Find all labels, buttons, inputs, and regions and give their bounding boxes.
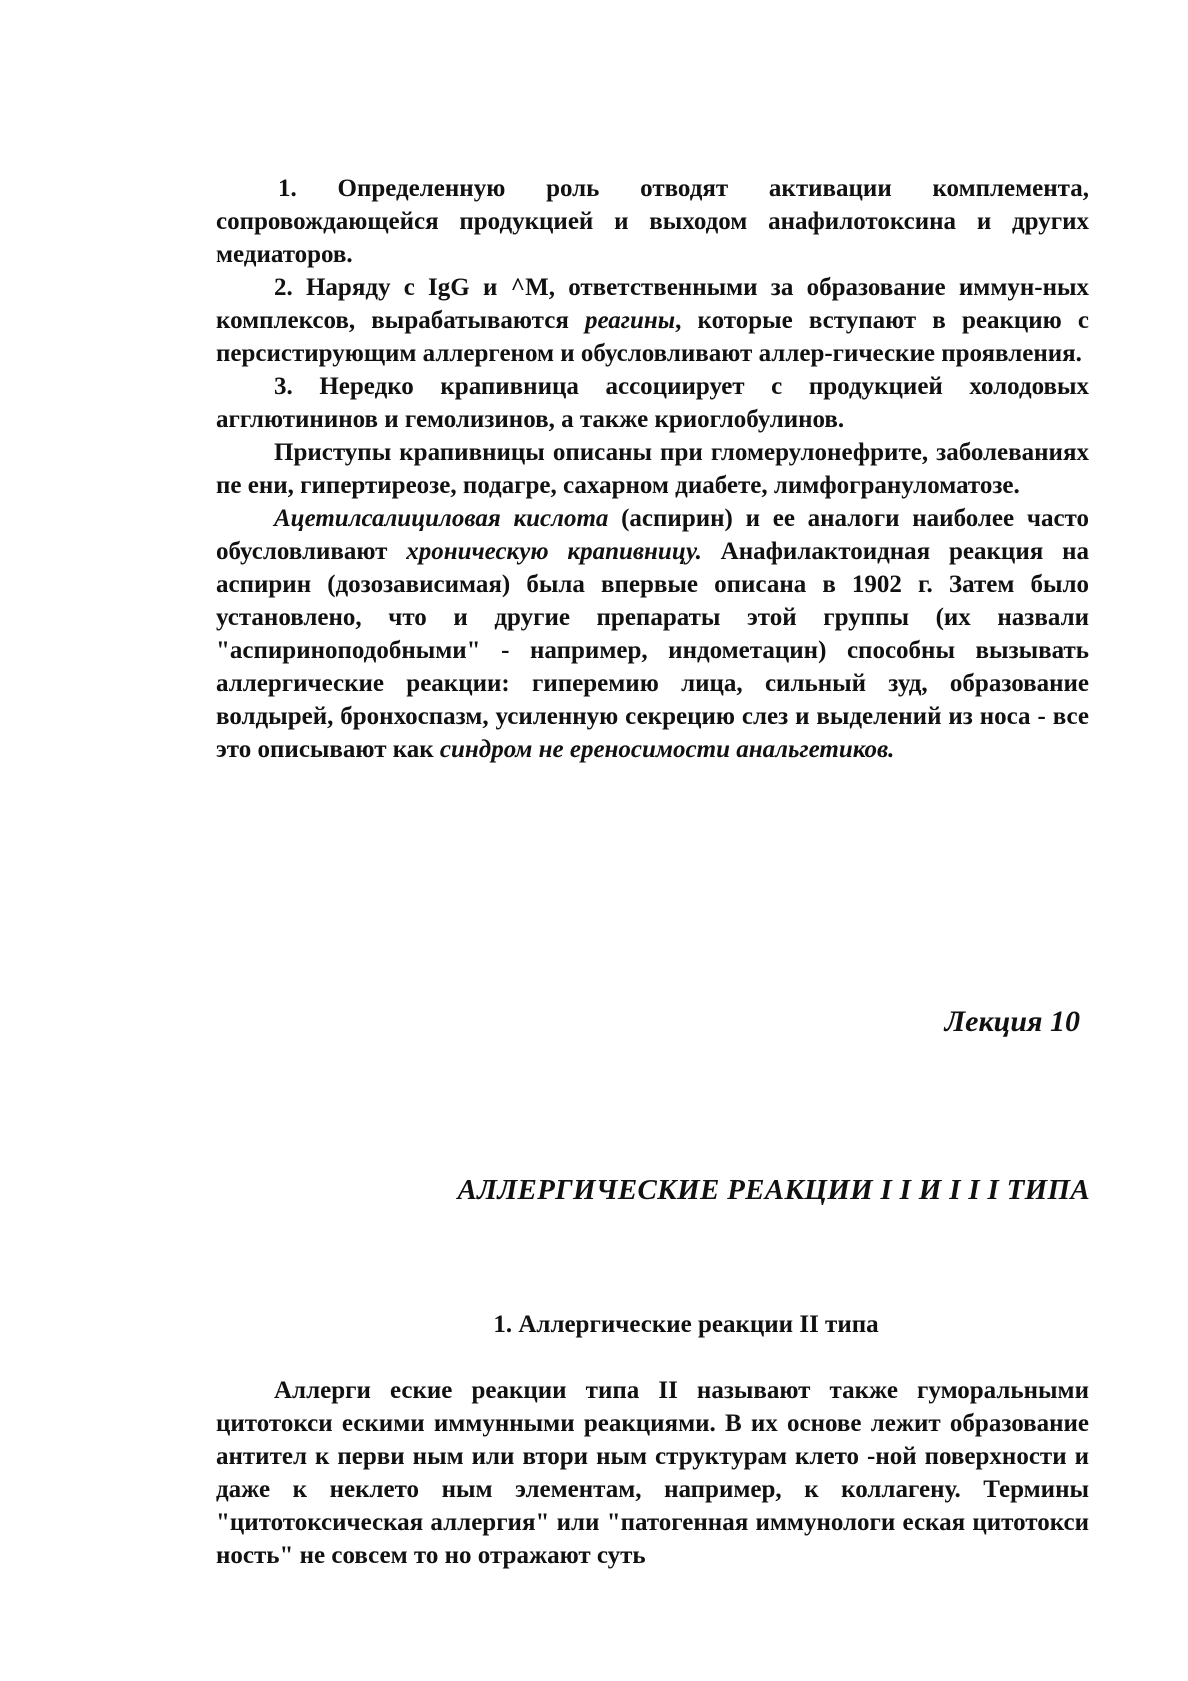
text-segment: (аспирин) и ее аналоги наиболее часто обусловливают <box>216 505 1089 565</box>
document-body <box>216 172 1089 766</box>
italic-term-analgesic-syndrome: синдром не ереносимости анальгетиков. <box>439 736 895 763</box>
text-segment: 2. Наряду с IgG и ^M, ответственными за образование иммун-ных комплексов, вырабатываются <box>216 274 1089 334</box>
paragraph-aspirin <box>216 502 1089 766</box>
text-segment: , которые вступают в реакцию с персистирующим аллергеном и обусловливают аллер-гические проявления. <box>216 307 1089 367</box>
paragraph-complement: 1. Определенную роль отводят активации комплемента, сопровождающейся продукцией и выходом анафилотоксина и других медиаторов. <box>216 175 1089 268</box>
paragraph-reagins <box>216 271 1089 370</box>
section-body <box>216 1374 1089 1572</box>
chapter-title: АЛЛЕРГИЧЕСКИЕ РЕАКЦИИ I I И I I I ТИПА <box>457 1174 1090 1206</box>
paragraph-attacks: Приступы крапивницы описаны при гломерулонефрите, заболеваниях пе ени, гипертиреозе, подагре, сахарном диабете, лимфогрануломатозе. <box>216 439 1089 499</box>
italic-term-reagins: реагины <box>585 307 676 334</box>
italic-term-acetylsalicylic: Ацетилсалициловая кислота <box>274 505 609 532</box>
italic-term-chronic-urticaria: хроническую крапивницу. <box>406 538 702 565</box>
paragraph-type2-reactions: Аллерги еские реакции типа II называют также гуморальными цитотокси ескими иммунными реакциями. В их основе лежит образование антител к перви ным или втори ным структурам клето -ной поверхности и даже к неклето ным элементам, например, к коллагену. Термины "цитотоксическая аллергия" или "патогенная иммунологи еская цитотокси ность" не совсем то но отражают суть <box>216 1377 1089 1569</box>
lecture-label: Лекция 10 <box>944 1005 1080 1038</box>
paragraph-cryoglobulins: 3. Нередко крапивница ассоциирует с продукцией холодовых агглютининов и гемолизинов, а также криоглобулинов. <box>216 373 1089 433</box>
section-title: 1. Аллергические реакции II типа <box>493 1311 879 1338</box>
text-segment: Анафилактоидная реакция на аспирин (дозозависимая) была впервые описана в 1902 г. Затем было установлено, что и другие препараты этой группы (их назвали "аспириноподобными" - например, индометацин) способны вызывать аллергические реакции: гиперемию лица, сильный зуд, образование волдырей, бронхоспазм, усиленную секрецию слез и выделений из носа - все это описывают как <box>216 538 1090 763</box>
